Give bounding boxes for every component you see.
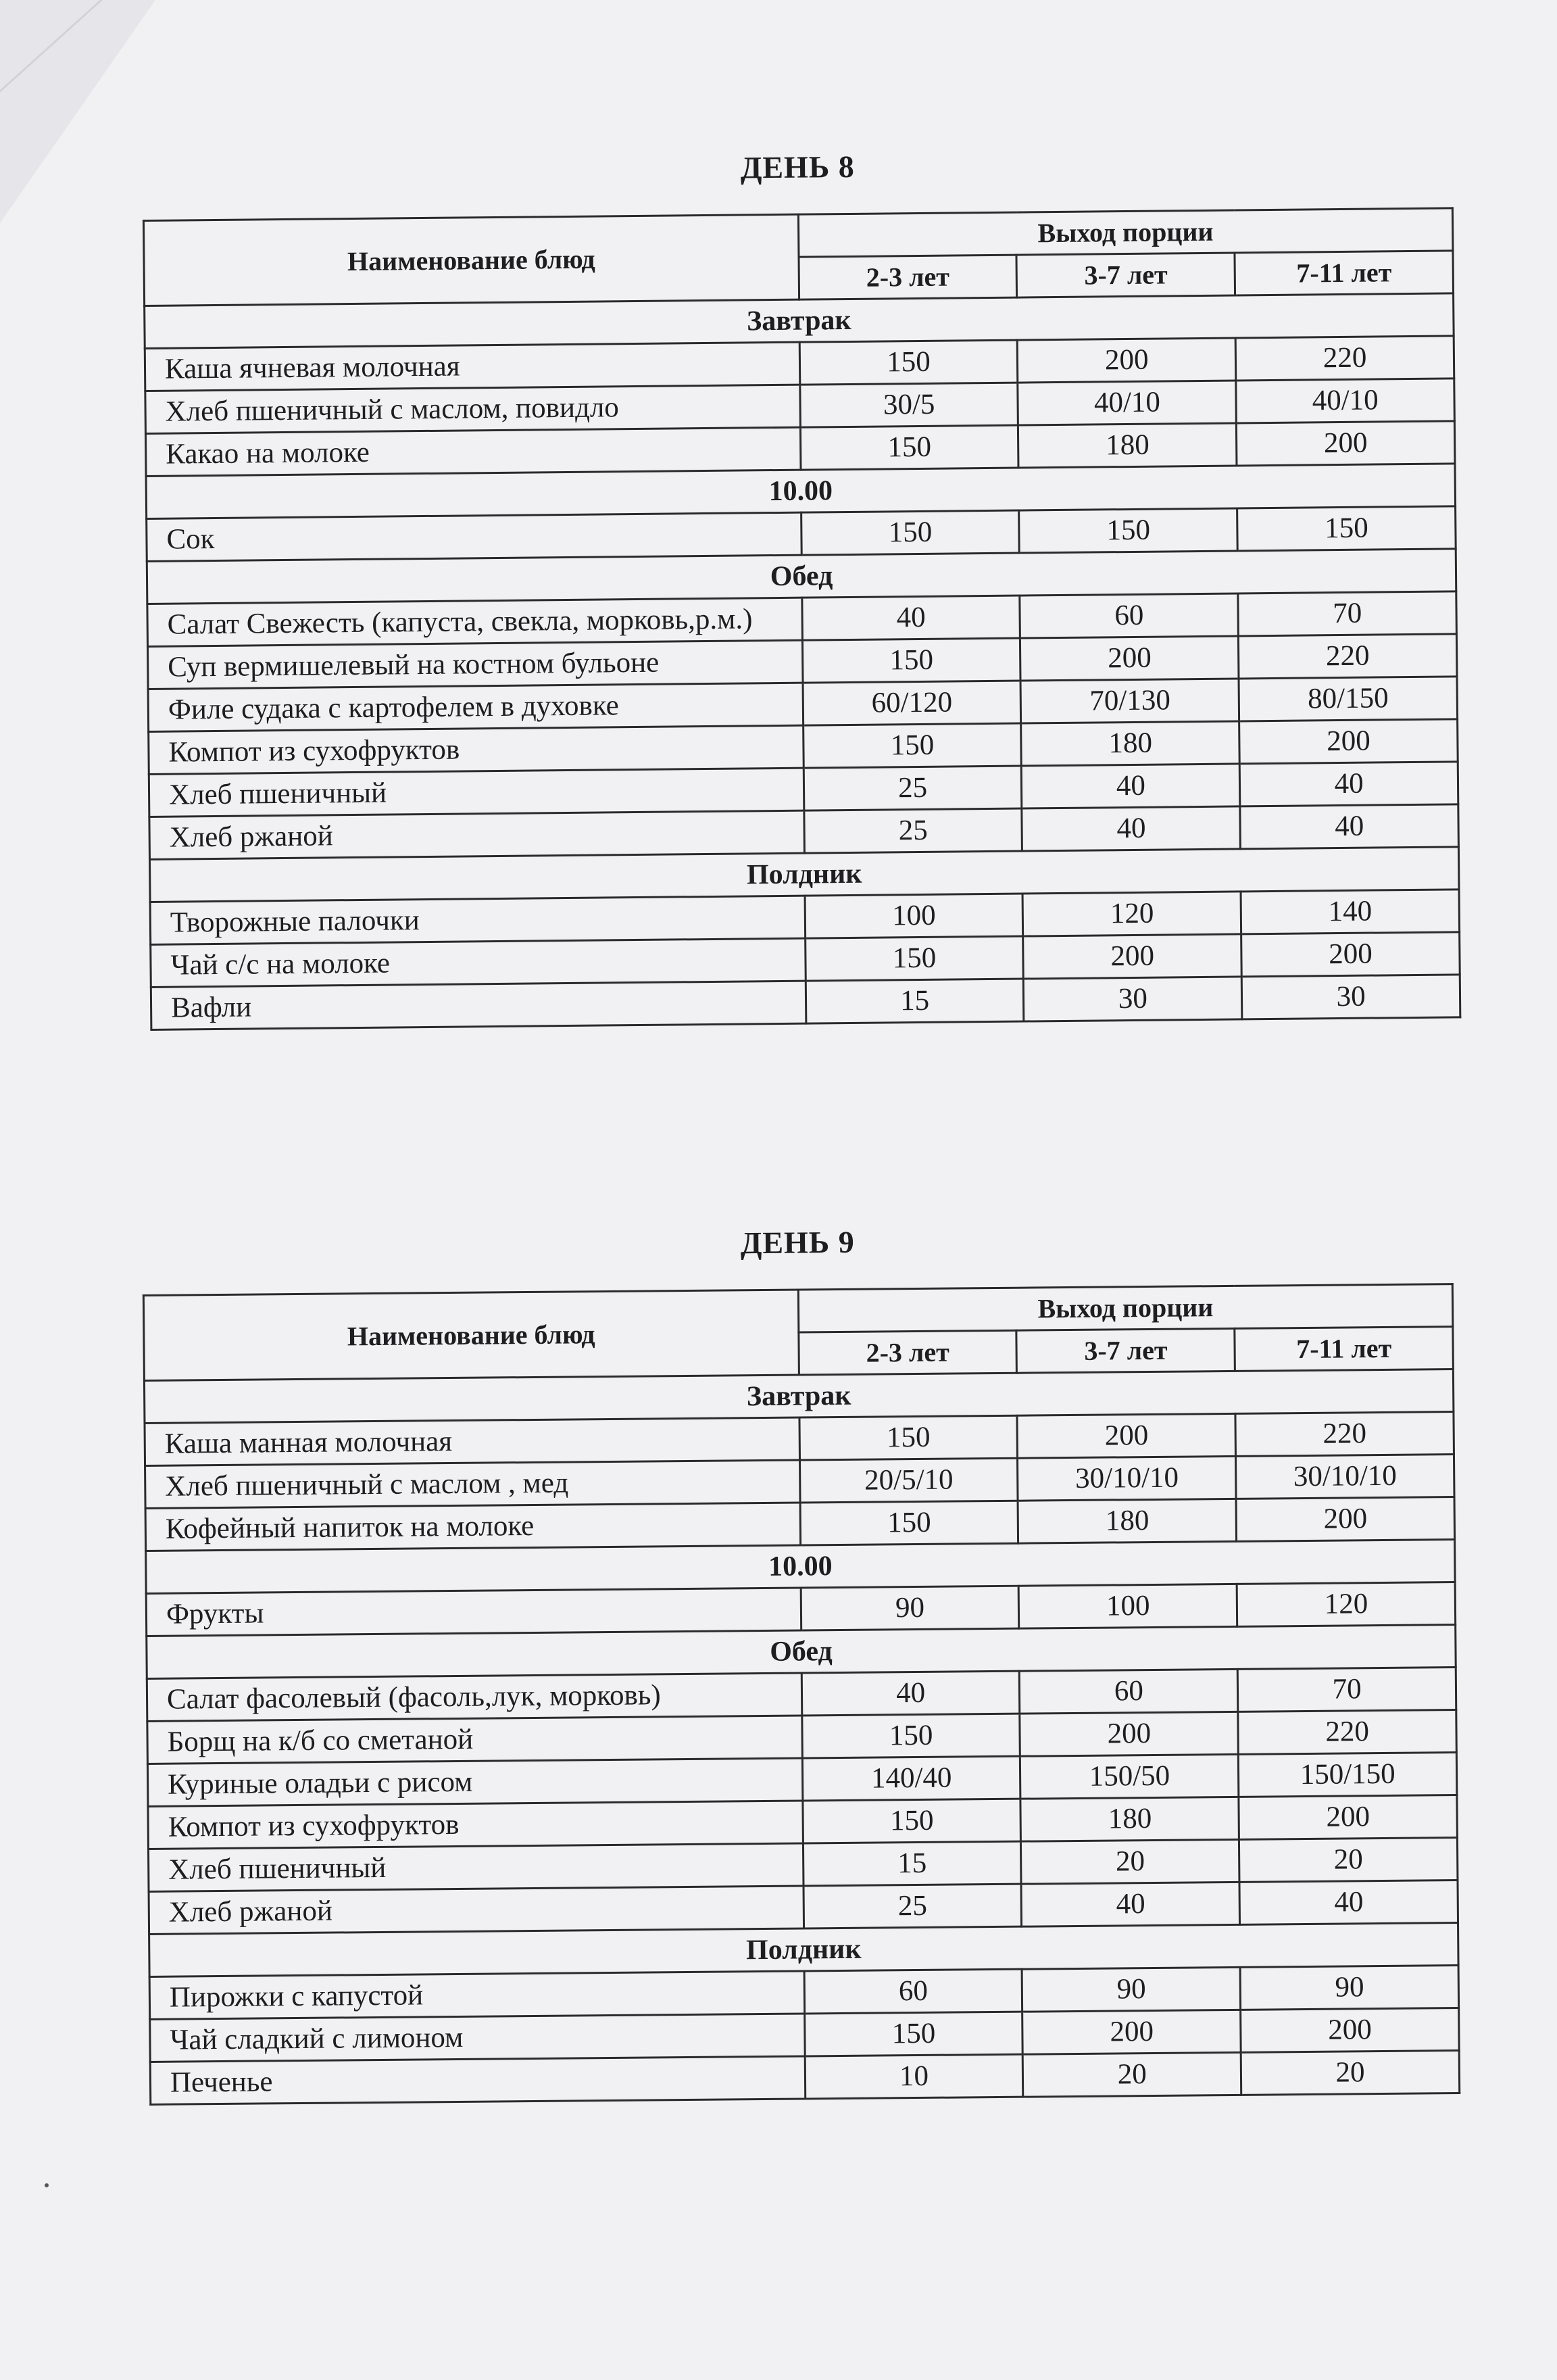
portion-value: 90 bbox=[1240, 1966, 1458, 2010]
menu-table bbox=[143, 1283, 1460, 2106]
portion-value: 60 bbox=[804, 1969, 1022, 2014]
portion-header: Выход порции bbox=[798, 1284, 1453, 1332]
portion-value: 70 bbox=[1237, 1668, 1456, 1712]
portion-value: 140 bbox=[1241, 890, 1459, 934]
age-group-header: 2-3 лет bbox=[799, 1330, 1017, 1375]
dish-name: Вафли bbox=[151, 981, 806, 1029]
portion-value: 100 bbox=[1019, 1584, 1237, 1628]
portion-value: 150 bbox=[800, 425, 1018, 470]
portion-value: 25 bbox=[804, 808, 1022, 853]
dish-name: Филе судака с картофелем в духовке bbox=[148, 683, 803, 731]
portion-value: 30/10/10 bbox=[1236, 1455, 1454, 1499]
portion-value: 40 bbox=[802, 596, 1020, 640]
dish-name: Хлеб ржаной bbox=[149, 1886, 804, 1934]
portion-value: 200 bbox=[1237, 421, 1455, 466]
day-8-block bbox=[142, 143, 1461, 1031]
portion-value: 200 bbox=[1241, 2008, 1459, 2053]
dish-name: Фрукты bbox=[146, 1588, 801, 1636]
dish-name: Каша манная молочная bbox=[145, 1417, 799, 1465]
portion-value: 40 bbox=[1022, 806, 1240, 851]
portion-value: 150 bbox=[799, 1415, 1018, 1460]
portion-value: 150 bbox=[1019, 508, 1237, 553]
portion-value: 200 bbox=[1017, 1413, 1235, 1458]
portion-value: 200 bbox=[1018, 338, 1236, 383]
meal-section-title: 10.00 bbox=[146, 464, 1456, 519]
dish-name: Компот из сухофруктов bbox=[148, 1801, 803, 1849]
dish-name-header: Наименование блюд bbox=[143, 214, 799, 306]
meal-section-title: Обед bbox=[147, 1625, 1456, 1679]
dish-name: Хлеб ржаной bbox=[149, 810, 804, 859]
portion-value: 40 bbox=[1240, 804, 1458, 849]
portion-value: 200 bbox=[1239, 719, 1458, 764]
day-title: ДЕНЬ 9 bbox=[740, 1224, 855, 1261]
portion-value: 70 bbox=[1238, 591, 1456, 636]
portion-value: 10 bbox=[805, 2054, 1023, 2099]
meal-section-title: Завтрак bbox=[145, 293, 1454, 349]
portion-value: 150 bbox=[801, 1714, 1020, 1758]
dish-name: Хлеб пшеничный bbox=[148, 1843, 803, 1891]
dish-name: Творожные палочки bbox=[150, 896, 805, 944]
dish-name: Пирожки с капустой bbox=[149, 1971, 804, 2019]
meal-section-title: Завтрак bbox=[144, 1369, 1453, 1424]
pencil-dot bbox=[45, 2183, 49, 2187]
portion-value: 20 bbox=[1023, 2052, 1241, 2097]
portion-value: 40 bbox=[1239, 1880, 1458, 1925]
portion-value: 30 bbox=[1024, 977, 1242, 1021]
dish-name: Салат Свежесть (капуста, свекла, морковь,р.м.) bbox=[147, 598, 802, 646]
portion-value: 140/40 bbox=[802, 1756, 1020, 1801]
portion-value: 30 bbox=[1241, 975, 1460, 1019]
portion-value: 20 bbox=[1239, 1838, 1458, 1883]
portion-value: 220 bbox=[1238, 1710, 1456, 1755]
portion-value: 100 bbox=[805, 894, 1023, 938]
portion-value: 80/150 bbox=[1239, 677, 1457, 721]
portion-value: 20 bbox=[1021, 1839, 1239, 1884]
portion-value: 150 bbox=[799, 340, 1018, 385]
dish-name: Сок bbox=[147, 512, 801, 561]
portion-value: 150 bbox=[800, 1501, 1018, 1545]
portion-value: 15 bbox=[806, 979, 1024, 1023]
portion-value: 20 bbox=[1241, 2051, 1459, 2095]
portion-value: 15 bbox=[803, 1841, 1021, 1886]
meal-section-title: Полдник bbox=[149, 847, 1459, 902]
portion-value: 40/10 bbox=[1018, 381, 1236, 425]
dish-name: Компот из сухофруктов bbox=[149, 725, 804, 774]
portion-value: 180 bbox=[1021, 721, 1239, 766]
portion-value: 200 bbox=[1022, 2010, 1241, 2054]
meal-section-title: Обед bbox=[147, 549, 1456, 604]
dish-name: Чай сладкий с лимоном bbox=[150, 2014, 805, 2062]
portion-value: 60 bbox=[1020, 593, 1238, 638]
portion-value: 150/150 bbox=[1239, 1753, 1457, 1797]
dish-name: Куриные оладьи с рисом bbox=[147, 1758, 802, 1806]
dish-name: Каша ячневая молочная bbox=[145, 342, 799, 391]
page-corner-fold bbox=[0, 0, 155, 223]
portion-value: 150 bbox=[804, 2012, 1022, 2056]
portion-value: 180 bbox=[1020, 1797, 1239, 1841]
portion-value: 30/5 bbox=[799, 383, 1018, 427]
portion-header: Выход порции bbox=[798, 208, 1453, 257]
portion-value: 90 bbox=[801, 1586, 1019, 1630]
portion-value: 120 bbox=[1022, 892, 1241, 936]
portion-value: 200 bbox=[1023, 934, 1241, 979]
portion-value: 40 bbox=[1021, 1882, 1239, 1926]
portion-value: 150 bbox=[803, 1799, 1021, 1843]
portion-value: 25 bbox=[804, 766, 1022, 810]
age-group-header: 3-7 лет bbox=[1016, 1328, 1235, 1373]
portion-value: 90 bbox=[1022, 1967, 1241, 2012]
portion-value: 220 bbox=[1235, 336, 1454, 381]
portion-value: 40/10 bbox=[1236, 379, 1454, 423]
dish-name: Хлеб пшеничный bbox=[149, 768, 804, 817]
portion-value: 150 bbox=[805, 936, 1023, 981]
portion-value: 220 bbox=[1235, 1412, 1454, 1457]
portion-value: 180 bbox=[1018, 423, 1237, 468]
meal-section-title: 10.00 bbox=[146, 1540, 1455, 1594]
portion-value: 150 bbox=[1237, 506, 1456, 551]
age-group-header: 7-11 лет bbox=[1235, 251, 1453, 295]
meal-section-title: Полдник bbox=[149, 1923, 1458, 1977]
portion-value: 60/120 bbox=[803, 681, 1021, 725]
day-9-block bbox=[142, 1219, 1460, 2106]
portion-value: 40 bbox=[1239, 762, 1458, 806]
portion-value: 200 bbox=[1020, 1711, 1238, 1756]
portion-value: 60 bbox=[1020, 1669, 1238, 1714]
portion-value: 120 bbox=[1237, 1582, 1455, 1627]
portion-value: 20/5/10 bbox=[799, 1458, 1018, 1503]
dish-name: Чай с/с на молоке bbox=[151, 938, 806, 987]
portion-value: 180 bbox=[1018, 1499, 1236, 1543]
dish-name: Какао на молоке bbox=[145, 427, 800, 476]
portion-value: 200 bbox=[1236, 1497, 1454, 1542]
dish-name: Салат фасолевый (фасоль,лук, морковь) bbox=[147, 1673, 801, 1721]
portion-value: 150 bbox=[802, 638, 1020, 683]
age-group-header: 7-11 лет bbox=[1235, 1327, 1453, 1371]
dish-name-header: Наименование блюд bbox=[143, 1290, 799, 1380]
portion-value: 220 bbox=[1239, 634, 1457, 679]
portion-value: 150/50 bbox=[1020, 1754, 1239, 1799]
portion-value: 70/130 bbox=[1020, 679, 1239, 723]
portion-value: 200 bbox=[1241, 932, 1460, 977]
day-title: ДЕНЬ 8 bbox=[740, 149, 855, 185]
age-group-header: 3-7 лет bbox=[1016, 253, 1235, 297]
portion-value: 150 bbox=[801, 510, 1019, 555]
portion-value: 25 bbox=[804, 1884, 1022, 1928]
portion-value: 200 bbox=[1239, 1795, 1457, 1840]
portion-value: 30/10/10 bbox=[1018, 1456, 1236, 1501]
dish-name: Суп вермишелевый на костном бульоне bbox=[147, 640, 802, 689]
dish-name: Борщ на к/б со сметаной bbox=[147, 1716, 802, 1764]
dish-name: Хлеб пшеничный с маслом, повидло bbox=[145, 385, 800, 433]
menu-table bbox=[143, 207, 1461, 1031]
dish-name: Печенье bbox=[150, 2056, 805, 2104]
dish-name: Хлеб пшеничный с маслом , мед bbox=[145, 1460, 800, 1508]
dish-name: Кофейный напиток на молоке bbox=[145, 1503, 800, 1551]
portion-value: 200 bbox=[1020, 636, 1239, 681]
age-group-header: 2-3 лет bbox=[799, 255, 1017, 299]
portion-value: 40 bbox=[801, 1671, 1020, 1716]
portion-value: 40 bbox=[1022, 764, 1240, 808]
portion-value: 150 bbox=[803, 723, 1021, 768]
